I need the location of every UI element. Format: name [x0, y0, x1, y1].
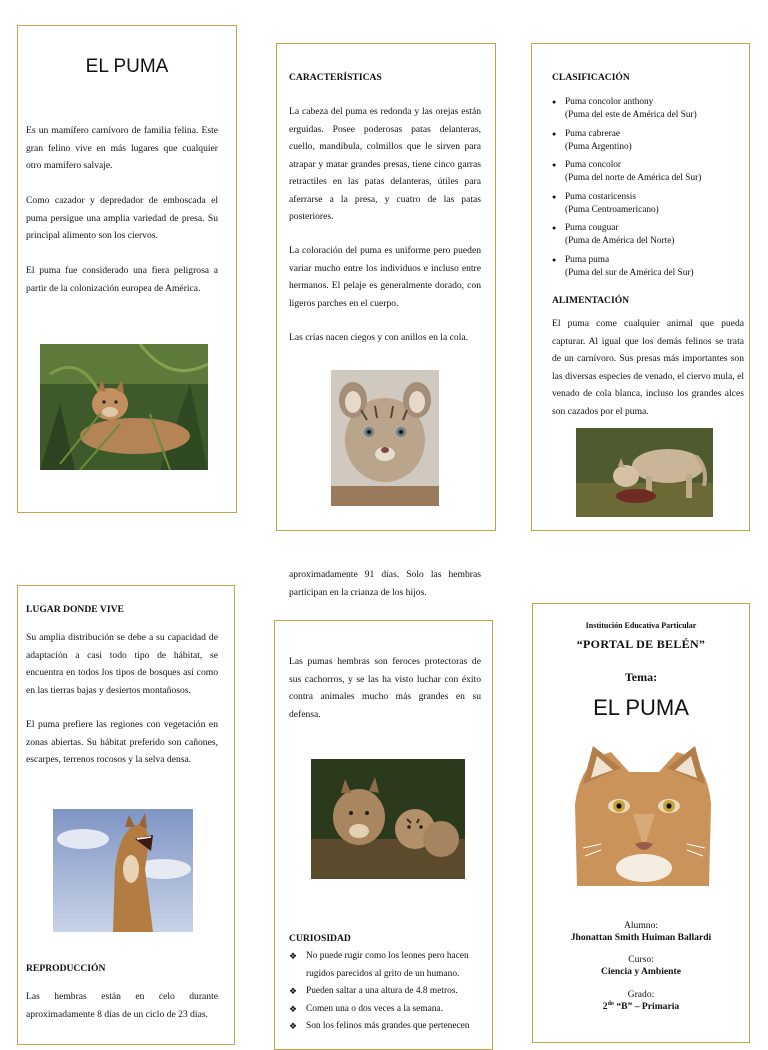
list-item: ❖ Comen una o dos veces a la semana. [289, 1001, 483, 1019]
puma-eating-photo [576, 428, 713, 517]
puma-portrait-photo [571, 744, 717, 886]
puma-roaring-photo [53, 809, 193, 932]
cubs-paragraph: Las crías nacen ciegos y con anillos en la cola. [289, 332, 469, 343]
list-item: ● Puma cabrerae (Puma Argentino) [552, 128, 742, 154]
panel-lugar-donde-vive [17, 585, 235, 1045]
list-item: ❖ Pueden saltar a una altura de 4.8 metros. [289, 983, 483, 1001]
puma-forest-photo [40, 344, 208, 470]
curiosity-list [289, 948, 483, 1036]
curso-name: Ciencia y Ambiente [601, 966, 681, 977]
reproduction-paragraph: Las hembras están en celo durante aproximadamente 8 días de un ciclo de 23 días. [26, 991, 218, 1020]
head-description-paragraph: La cabeza del puma es redonda y las orejas están erguidas. Posee poderosas patas delanteras, cuello, mandíbula, colmillos que le sirven para atrapar y matar grandes presas, tiene cinco garras retractiles en las patas delanteras, útiles para aferrarse a la presa, y cuatro de las patas posteriores. [289, 106, 481, 222]
section-heading: ALIMENTACIÓN [552, 295, 630, 306]
curso-label: Curso: [628, 954, 654, 965]
panel-cover [532, 603, 750, 1043]
institution-label: Institución Educativa Particular [585, 621, 697, 630]
puma-cub-photo [331, 370, 439, 506]
panel-clasificacion [531, 43, 750, 531]
grado-value: $2^{do}$ “B” – Primaria [602, 1001, 680, 1013]
history-paragraph: El puma fue considerado una fiera peligrosa a partir de la colonización europea de América. [26, 265, 218, 294]
habitat-paragraph: El puma prefiere las regiones con vegetación en zonas abiertas. Su hábitat preferido son cañones, escarpes, terrenos rocosos y la selva densa. [26, 719, 218, 765]
intro-paragraph: Es un mamífero carnívoro de familia felina. Este gran felino vive en más lugares que cualquier otro mamífero salvaje. [26, 125, 218, 171]
school-name: “PORTAL DE BELÉN” [576, 637, 706, 651]
alumno-label: Alumno: [623, 920, 659, 931]
list-item: ● Puma puma (Puma del sur de América del Sur) [552, 254, 742, 280]
alumno-name: Jhonattan Smith Huiman Ballardi [570, 932, 712, 943]
panel-title: EL PUMA [85, 56, 169, 77]
list-item: ● Puma couguar (Puma de América del Norte) [552, 222, 742, 248]
distribution-paragraph: Su amplia distribución se debe a su capacidad de adaptación a casi todo tipo de hábitat, se encuentra en todos los tipos de bosques así como en las tierras bajas y desiertos montañosos. [26, 632, 218, 696]
coloration-paragraph: La coloración del puma es uniforme pero pueden variar mucho entre los individuos e incluso entre hermanos. El pelaje es generalmente dorado, con ligeros parches en el cuerpo. [289, 245, 481, 309]
list-item: ● Puma concolor (Puma del norte de América del Sur) [552, 159, 742, 185]
section-heading: CARACTERÍSTICAS [289, 72, 382, 83]
protection-paragraph: Las pumas hembras son feroces protectoras de sus cachorros, y se las ha visto luchar con éxito contra animales mucho más grandes en su defensa. [289, 656, 481, 720]
list-item: ❖ Son los felinos más grandes que pertenecen [289, 1018, 483, 1036]
cover-title: EL PUMA [593, 695, 689, 720]
puma-mother-cubs-photo [311, 759, 465, 879]
section-heading: CLASIFICACIÓN [552, 72, 630, 83]
diet-paragraph: El puma come cualquier animal que pueda capturar. Al igual que los demás felinos se trata de un carnívoro. Sus presas más importantes son las diversas especies de venado, el ciervo mula, el venado de cola blanca, incluso los grandes alces son cazados por el puma. [552, 318, 744, 417]
list-item: ❖ No puede rugir como los leones pero hacen rugidos parecidos al grito de un humano. [289, 948, 483, 983]
list-item: ● Puma concolor anthony (Puma del este de América del Sur) [552, 96, 742, 122]
tema-label: Tema: [624, 670, 658, 684]
panel-el-puma [17, 25, 237, 513]
continued-paragraph: aproximadamente 91 días. Solo las hembras participan en la crianza de los hijos. [289, 569, 481, 598]
classification-list [552, 96, 742, 285]
panel-caracteristicas [276, 43, 496, 531]
panel-curiosidad [274, 620, 493, 1050]
grado-label: Grado: [627, 989, 655, 1000]
hunting-paragraph: Como cazador y depredador de emboscada el puma persigue una amplia variedad de presa. Su principal alimento son los ciervos. [26, 195, 218, 241]
section-heading: LUGAR DONDE VIVE [26, 604, 124, 615]
section-heading: CURIOSIDAD [289, 933, 351, 944]
list-item: ● Puma costaricensis (Puma Centroamericano) [552, 191, 742, 217]
section-heading: REPRODUCCIÓN [26, 963, 106, 974]
